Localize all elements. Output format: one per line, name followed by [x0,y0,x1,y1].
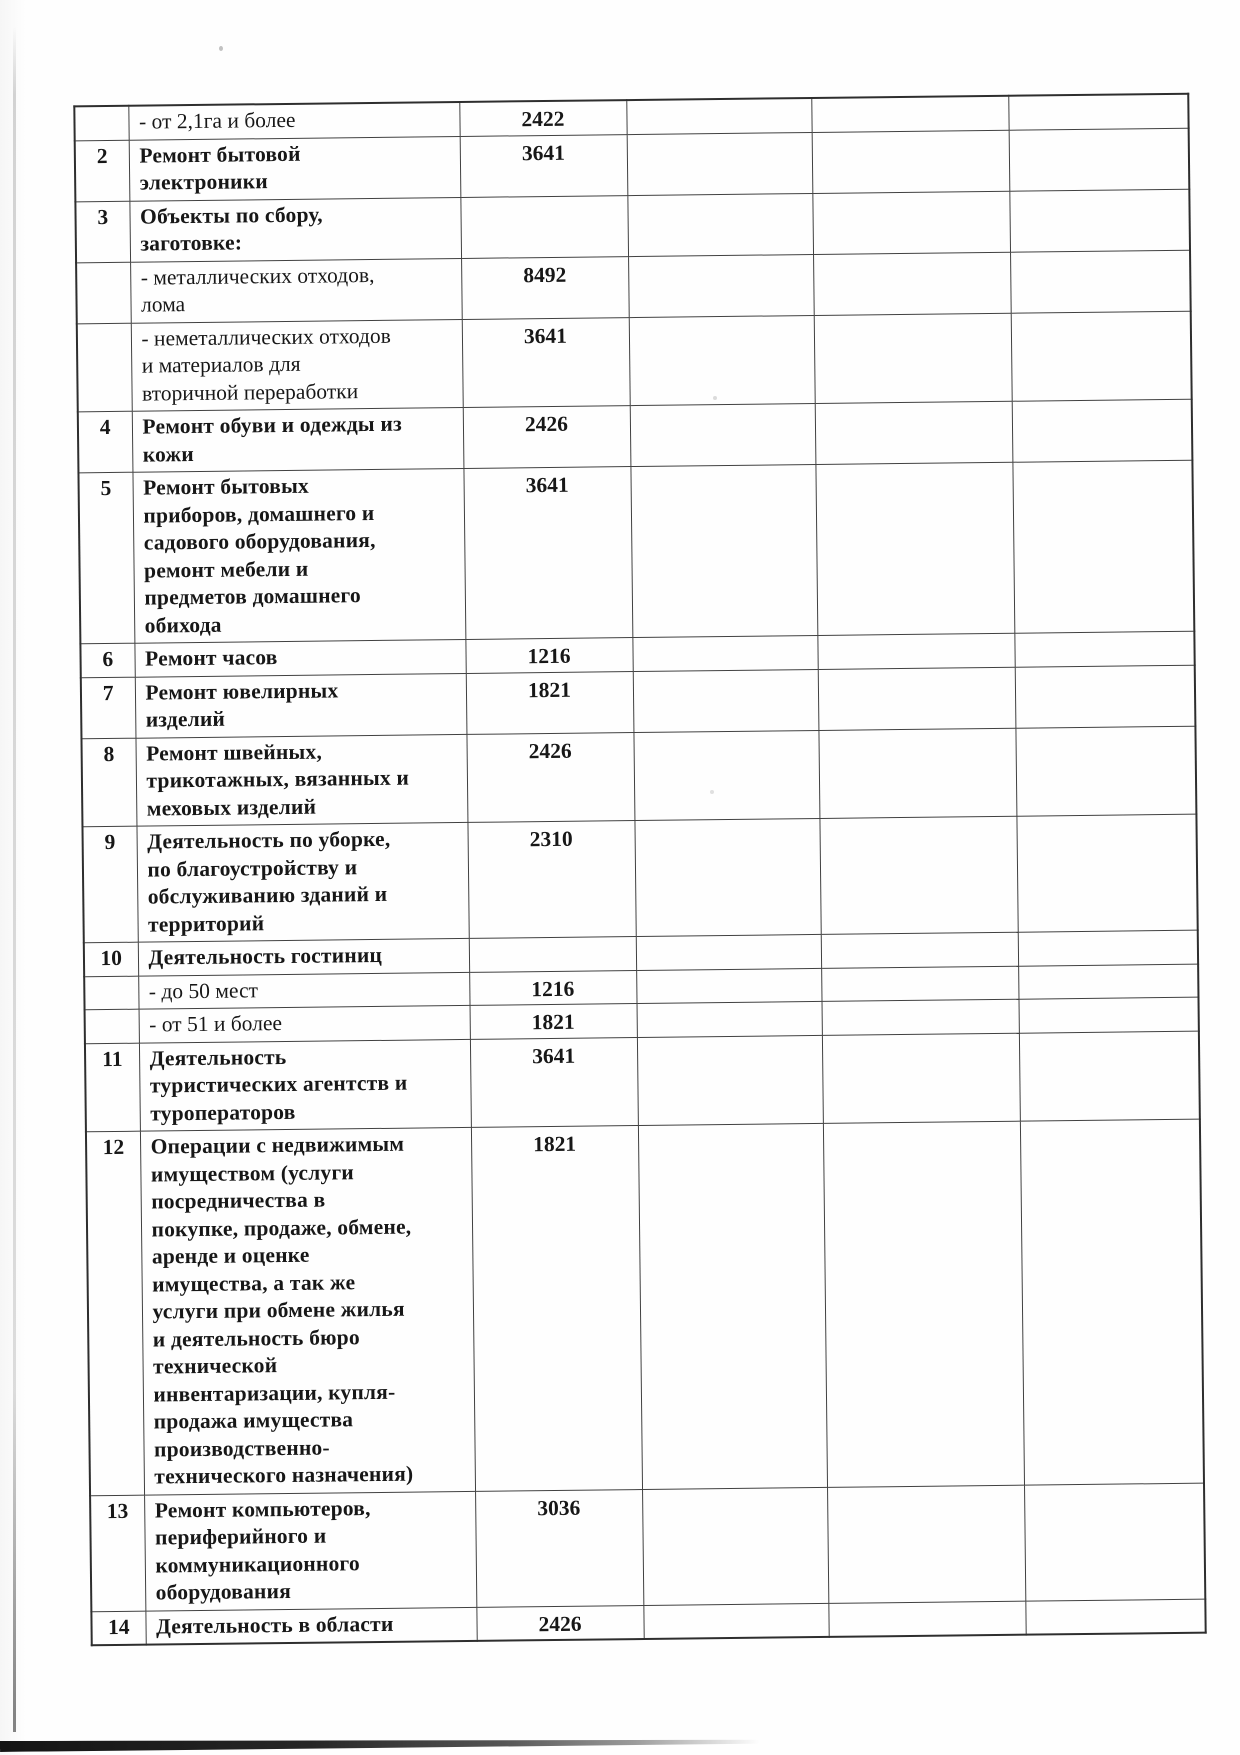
scan-speck [219,46,223,51]
tariff-value-cell: 3641 [463,467,632,640]
empty-cell [637,1035,823,1126]
empty-cell [812,130,1010,193]
description-cell: Деятельность в области [145,1607,476,1645]
row-number-cell: 13 [90,1495,145,1612]
row-number-cell: 4 [78,411,133,473]
tariff-value-cell [460,195,628,258]
empty-cell [823,1121,1024,1487]
description-cell: Ремонт часов [134,639,465,676]
empty-cell [821,932,1018,968]
description-cell: Деятельность по уборке, по благоустройству и обслуживанию зданий и территорий [136,822,468,942]
empty-cell [815,401,1013,464]
description-cell: - от 51 и более [139,1005,470,1042]
empty-cell [818,667,1016,730]
empty-cell [632,635,817,671]
description-cell: - от 2,1га и более [128,102,459,140]
row-number-cell [77,323,132,412]
row-number-cell: 9 [82,826,137,943]
empty-cell [828,1601,1025,1637]
tariff-value-cell: 3641 [470,1037,638,1127]
tariff-table-grid [73,93,1206,1647]
empty-cell [812,191,1010,254]
empty-cell [643,1603,828,1639]
row-number-cell: 8 [81,738,136,827]
empty-cell [813,252,1011,315]
tariff-value-cell: 1821 [470,1004,637,1039]
empty-cell [1024,1483,1205,1601]
empty-cell [811,96,1008,132]
tariff-value-cell [469,937,636,972]
empty-cell [1015,726,1196,817]
tariff-value-cell: 1216 [465,638,632,673]
empty-cell [819,816,1017,934]
description-cell: - металлических отходов, лома [130,258,462,323]
empty-cell [628,254,814,317]
description-cell: Ремонт обуви и одежды из кожи [132,407,464,472]
empty-cell [636,968,821,1004]
tariff-value-cell: 1821 [466,671,634,734]
row-number-cell [85,1009,139,1043]
tariff-value-cell: 2426 [466,732,634,822]
description-cell: Ремонт компьютеров, периферийного и коммуникационного оборудования [144,1491,476,1611]
tariff-value-cell: 3641 [462,317,630,407]
empty-cell [814,313,1012,404]
empty-cell [630,464,817,637]
empty-cell [642,1487,828,1605]
empty-cell [630,403,816,466]
empty-cell [1018,964,1198,1000]
scan-edge-bottom-artifact [0,1736,775,1752]
empty-cell [629,315,815,406]
description-cell: Деятельность гостиниц [138,938,469,975]
empty-cell [1012,460,1194,633]
empty-cell [818,728,1016,819]
empty-cell [1015,665,1196,728]
tariff-value-cell: 3641 [460,134,628,197]
empty-cell [636,934,821,970]
tariff-value-cell: 2426 [476,1605,643,1641]
empty-cell [1016,814,1197,932]
table-row [86,1119,1204,1495]
row-number-cell: 12 [86,1131,144,1495]
tariff-value-cell: 3036 [475,1489,643,1607]
empty-cell [815,462,1014,635]
empty-cell [1019,1031,1200,1122]
row-number-cell: 5 [78,472,134,644]
empty-cell [827,1485,1025,1603]
row-number-cell: 2 [75,140,130,202]
empty-cell [1010,250,1191,313]
tariff-value-cell: 2310 [467,821,635,939]
row-number-cell: 14 [91,1611,145,1646]
table-row [82,814,1197,943]
description-cell: Ремонт бытовых приборов, домашнего и садового оборудования, ремонт мебели и предметов домашнего обихода [132,468,465,643]
table-row [90,1483,1205,1612]
empty-cell [1018,997,1198,1033]
empty-cell [626,98,811,134]
scan-edge-left-artifact [13,26,16,1732]
tariff-value-cell: 8492 [461,256,629,319]
empty-cell [1018,930,1198,966]
empty-cell [637,1001,822,1037]
empty-cell [1009,128,1190,191]
row-number-cell [74,106,128,141]
row-number-cell: 11 [85,1043,140,1132]
description-cell: Ремонт швейных, трикотажных, вязанных и меховых изделий [135,734,467,826]
empty-cell [822,1033,1020,1124]
empty-cell [1025,1599,1205,1635]
tariff-value-cell: 2426 [463,406,631,469]
row-number-cell: 7 [81,677,136,739]
description-cell: Операции с недвижимым имуществом (услуги посредничества в покупке, продаже, обмене, аренде и оценке имущества, а так же услуги при обмене жилья и деятельность бюро технической инвентаризации, купля- продажа имущества производственно- технического назначения) [140,1127,475,1494]
description-cell: Ремонт ювелирных изделий [135,673,467,738]
row-number-cell: 6 [80,643,134,677]
empty-cell [822,999,1019,1035]
empty-cell [633,669,819,732]
table-row [77,311,1192,412]
empty-cell [627,132,813,195]
empty-cell [634,818,820,936]
empty-cell [627,193,813,256]
empty-cell [1020,1119,1204,1485]
table-row [81,726,1196,827]
empty-cell [638,1123,827,1489]
description-cell: Объекты по сбору, заготовке: [129,197,461,262]
description-cell: - неметаллических отходов и материалов для вторичной переработки [131,319,463,411]
description-cell: - до 50 мест [138,972,469,1009]
empty-cell [821,966,1018,1002]
row-number-cell: 3 [75,201,130,263]
tariff-value-cell: 1821 [471,1126,642,1491]
table-row [85,1031,1200,1132]
description-cell: Ремонт бытовой электроники [129,136,461,201]
empty-cell [817,633,1014,669]
table-row [78,460,1194,644]
empty-cell [1014,631,1194,667]
description-cell: Деятельность туристических агентств и туроператоров [139,1039,471,1131]
empty-cell [1008,94,1188,130]
empty-cell [1009,189,1190,252]
tariff-table [73,93,1204,1647]
row-number-cell [76,262,131,324]
row-number-cell: 10 [84,942,138,976]
row-number-cell [84,976,138,1010]
empty-cell [1011,311,1192,402]
tariff-value-cell: 2422 [459,100,626,136]
empty-cell [633,730,819,821]
tariff-value-cell: 1216 [469,970,636,1005]
empty-cell [1012,399,1193,462]
